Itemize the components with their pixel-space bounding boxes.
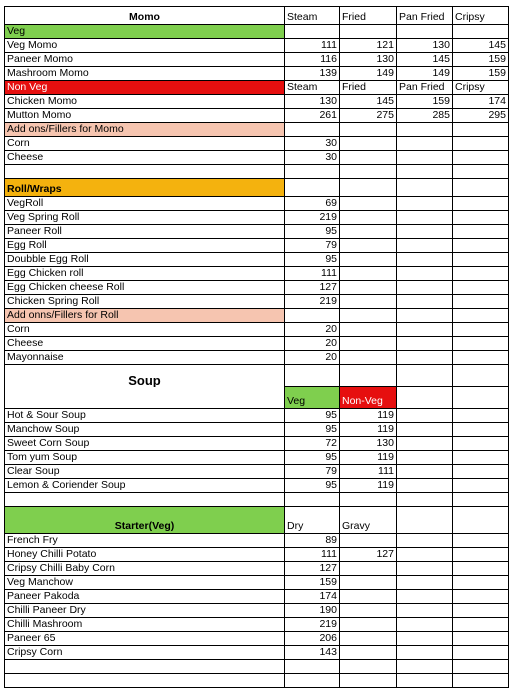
value-cell: Cripsy [453,7,509,25]
value-cell: Steam [285,7,340,25]
value-cell [397,437,453,451]
value-cell [285,25,340,39]
value-cell: 69 [285,197,340,211]
value-cell: 206 [285,632,340,646]
item-name-cell: Doubble Egg Roll [5,253,285,267]
value-cell [397,137,453,151]
item-name-cell: Cripsy Corn [5,646,285,660]
value-cell [340,534,397,548]
table-row [5,337,509,351]
item-name-cell: Tom yum Soup [5,451,285,465]
table-row [5,137,509,151]
value-cell: 159 [285,576,340,590]
item-name-cell [5,165,285,179]
value-cell [340,225,397,239]
value-cell: 95 [285,451,340,465]
item-name-cell: Non Veg [5,81,285,95]
value-cell [397,534,453,548]
value-cell [397,337,453,351]
table-row [5,81,509,95]
value-cell: 130 [340,437,397,451]
value-cell [340,211,397,225]
table-row [5,660,509,674]
item-name-cell: Veg Momo [5,39,285,53]
value-cell: 149 [397,67,453,81]
value-cell: Pan Fried [397,81,453,95]
value-cell: 190 [285,604,340,618]
value-cell [453,197,509,211]
value-cell: 95 [285,409,340,423]
item-name-cell [5,660,285,674]
item-name-cell: Chicken Momo [5,95,285,109]
value-cell [453,151,509,165]
value-cell [453,323,509,337]
item-name-cell: Sweet Corn Soup [5,437,285,451]
value-cell: 127 [285,562,340,576]
value-cell [453,123,509,137]
item-name-cell: Mayonnaise [5,351,285,365]
value-cell [453,674,509,688]
value-cell [453,211,509,225]
value-cell: 72 [285,437,340,451]
value-cell: 145 [397,53,453,67]
value-cell [453,451,509,465]
value-cell: 95 [285,423,340,437]
value-cell [453,576,509,590]
table-row [5,109,509,123]
table-row [5,267,509,281]
value-cell: 275 [340,109,397,123]
value-cell: 127 [285,281,340,295]
value-cell [453,632,509,646]
item-name-cell: Egg Chicken cheese Roll [5,281,285,295]
value-cell [397,674,453,688]
item-name-cell: Corn [5,137,285,151]
item-name-cell: Egg Roll [5,239,285,253]
value-cell: 95 [285,479,340,493]
value-cell: 159 [397,95,453,109]
value-cell: 20 [285,337,340,351]
table-row [5,493,509,507]
value-cell [340,267,397,281]
value-cell: 79 [285,239,340,253]
value-cell: Non-Veg [340,387,397,409]
value-cell: 116 [285,53,340,67]
item-name-cell: Hot & Sour Soup [5,409,285,423]
value-cell [340,197,397,211]
value-cell [397,493,453,507]
value-cell: 119 [340,479,397,493]
value-cell [453,309,509,323]
value-cell [453,604,509,618]
item-name-cell [5,387,285,409]
value-cell: 111 [285,39,340,53]
table-row [5,95,509,109]
value-cell [340,165,397,179]
value-cell [397,295,453,309]
table-row [5,590,509,604]
value-cell [340,576,397,590]
item-name-cell: Add onns/Fillers for Roll [5,309,285,323]
value-cell: 95 [285,253,340,267]
value-cell [340,351,397,365]
value-cell [453,179,509,197]
table-row [5,409,509,423]
value-cell [340,562,397,576]
value-cell [453,548,509,562]
value-cell [453,479,509,493]
value-cell [340,337,397,351]
value-cell [397,465,453,479]
value-cell: 111 [340,465,397,479]
value-cell [340,365,397,387]
value-cell [397,253,453,267]
value-cell: 95 [285,225,340,239]
value-cell [453,337,509,351]
item-name-cell: Honey Chilli Potato [5,548,285,562]
table-row [5,465,509,479]
value-cell [397,618,453,632]
value-cell [453,387,509,409]
value-cell [285,365,340,387]
item-name-cell: Paneer Pakoda [5,590,285,604]
item-name-cell: Chicken Spring Roll [5,295,285,309]
item-name-cell: Cheese [5,151,285,165]
value-cell [397,604,453,618]
value-cell [397,151,453,165]
value-cell: 111 [285,267,340,281]
item-name-cell: Manchow Soup [5,423,285,437]
value-cell [453,562,509,576]
item-name-cell: Add ons/Fillers for Momo [5,123,285,137]
value-cell [453,351,509,365]
table-row [5,451,509,465]
item-name-cell: Cheese [5,337,285,351]
value-cell [453,365,509,387]
menu-table-body [5,7,509,688]
value-cell: 89 [285,534,340,548]
value-cell [397,479,453,493]
value-cell [397,197,453,211]
value-cell: 20 [285,351,340,365]
value-cell [453,423,509,437]
value-cell [397,267,453,281]
value-cell: 130 [285,95,340,109]
value-cell [397,387,453,409]
table-row [5,562,509,576]
value-cell [453,137,509,151]
value-cell [397,365,453,387]
value-cell [453,281,509,295]
item-name-cell: Paneer Roll [5,225,285,239]
item-name-cell: Veg Manchow [5,576,285,590]
table-row [5,387,509,409]
table-row [5,151,509,165]
value-cell: 143 [285,646,340,660]
value-cell [397,423,453,437]
value-cell: 145 [340,95,397,109]
value-cell [340,590,397,604]
value-cell [397,225,453,239]
value-cell [340,674,397,688]
value-cell: Pan Fried [397,7,453,25]
value-cell: Fried [340,7,397,25]
value-cell: 219 [285,211,340,225]
value-cell: 149 [340,67,397,81]
value-cell [397,632,453,646]
value-cell [397,123,453,137]
value-cell: 159 [453,53,509,67]
value-cell [340,25,397,39]
value-cell [397,179,453,197]
table-row [5,295,509,309]
value-cell [397,309,453,323]
value-cell [397,548,453,562]
value-cell: 111 [285,548,340,562]
value-cell: 20 [285,323,340,337]
table-row [5,53,509,67]
value-cell [340,123,397,137]
value-cell [453,493,509,507]
value-cell: 159 [453,67,509,81]
value-cell: 130 [397,39,453,53]
value-cell [453,295,509,309]
table-row [5,309,509,323]
value-cell [453,267,509,281]
value-cell [453,225,509,239]
menu-spreadsheet [4,6,509,688]
value-cell: 174 [285,590,340,604]
table-row [5,604,509,618]
value-cell [453,25,509,39]
item-name-cell: Paneer 65 [5,632,285,646]
value-cell: 145 [453,39,509,53]
value-cell [285,674,340,688]
table-row [5,39,509,53]
item-name-cell: Soup [5,365,285,387]
value-cell [340,179,397,197]
table-row [5,165,509,179]
value-cell: 30 [285,151,340,165]
value-cell [397,576,453,590]
table-row [5,632,509,646]
value-cell [340,281,397,295]
value-cell [453,253,509,267]
value-cell: 119 [340,409,397,423]
value-cell: Dry [285,507,340,534]
value-cell [340,309,397,323]
value-cell [453,534,509,548]
item-name-cell: French Fry [5,534,285,548]
item-name-cell: Roll/Wraps [5,179,285,197]
value-cell [397,239,453,253]
value-cell [340,618,397,632]
table-row [5,179,509,197]
item-name-cell: Veg [5,25,285,39]
item-name-cell: Clear Soup [5,465,285,479]
table-row [5,423,509,437]
value-cell [285,179,340,197]
value-cell [397,646,453,660]
table-row [5,7,509,25]
table-row [5,618,509,632]
value-cell [397,25,453,39]
table-row [5,323,509,337]
value-cell [340,323,397,337]
item-name-cell: Mashroom Momo [5,67,285,81]
value-cell [397,351,453,365]
value-cell [340,493,397,507]
table-row [5,534,509,548]
value-cell [397,211,453,225]
value-cell [453,590,509,604]
value-cell [453,165,509,179]
table-row [5,674,509,688]
table-row [5,507,509,534]
item-name-cell: Paneer Momo [5,53,285,67]
item-name-cell: Veg Spring Roll [5,211,285,225]
value-cell: Fried [340,81,397,95]
item-name-cell [5,674,285,688]
value-cell: Gravy [340,507,397,534]
table-row [5,281,509,295]
value-cell: 119 [340,451,397,465]
item-name-cell: Mutton Momo [5,109,285,123]
value-cell [397,507,453,534]
value-cell: 261 [285,109,340,123]
value-cell: 121 [340,39,397,53]
item-name-cell: Egg Chicken roll [5,267,285,281]
value-cell: Steam [285,81,340,95]
value-cell [285,309,340,323]
table-row [5,67,509,81]
table-row [5,25,509,39]
value-cell: 139 [285,67,340,81]
item-name-cell: Lemon & Coriender Soup [5,479,285,493]
value-cell [340,604,397,618]
table-row [5,365,509,387]
value-cell: 285 [397,109,453,123]
item-name-cell: VegRoll [5,197,285,211]
value-cell [340,253,397,267]
value-cell [285,123,340,137]
table-row [5,253,509,267]
value-cell [340,239,397,253]
value-cell: 130 [340,53,397,67]
value-cell [453,507,509,534]
value-cell [453,409,509,423]
item-name-cell: Starter(Veg) [5,507,285,534]
value-cell: 119 [340,423,397,437]
value-cell [285,493,340,507]
value-cell [340,660,397,674]
table-row [5,211,509,225]
value-cell [397,451,453,465]
value-cell [397,562,453,576]
value-cell [397,590,453,604]
table-row [5,239,509,253]
value-cell: 219 [285,618,340,632]
value-cell [453,465,509,479]
item-name-cell: Chilli Paneer Dry [5,604,285,618]
value-cell: 127 [340,548,397,562]
value-cell [453,239,509,253]
value-cell [397,323,453,337]
table-row [5,437,509,451]
table-row [5,225,509,239]
value-cell: 30 [285,137,340,151]
table-row [5,479,509,493]
table-row [5,123,509,137]
table-row [5,351,509,365]
value-cell: 295 [453,109,509,123]
value-cell [397,660,453,674]
value-cell [397,281,453,295]
item-name-cell [5,493,285,507]
value-cell [397,409,453,423]
value-cell [340,295,397,309]
value-cell [340,137,397,151]
value-cell [453,646,509,660]
item-name-cell: Chilli Mashroom [5,618,285,632]
value-cell [397,165,453,179]
value-cell [453,437,509,451]
value-cell [285,165,340,179]
value-cell [340,151,397,165]
table-row [5,548,509,562]
table-row [5,576,509,590]
table-row [5,646,509,660]
value-cell: Cripsy [453,81,509,95]
value-cell: 79 [285,465,340,479]
value-cell: 174 [453,95,509,109]
value-cell [285,660,340,674]
value-cell [453,660,509,674]
value-cell [453,618,509,632]
table-row [5,197,509,211]
item-name-cell: Corn [5,323,285,337]
value-cell: 219 [285,295,340,309]
value-cell: Veg [285,387,340,409]
item-name-cell: Momo [5,7,285,25]
value-cell [340,646,397,660]
item-name-cell: Cripsy Chilli Baby Corn [5,562,285,576]
value-cell [340,632,397,646]
